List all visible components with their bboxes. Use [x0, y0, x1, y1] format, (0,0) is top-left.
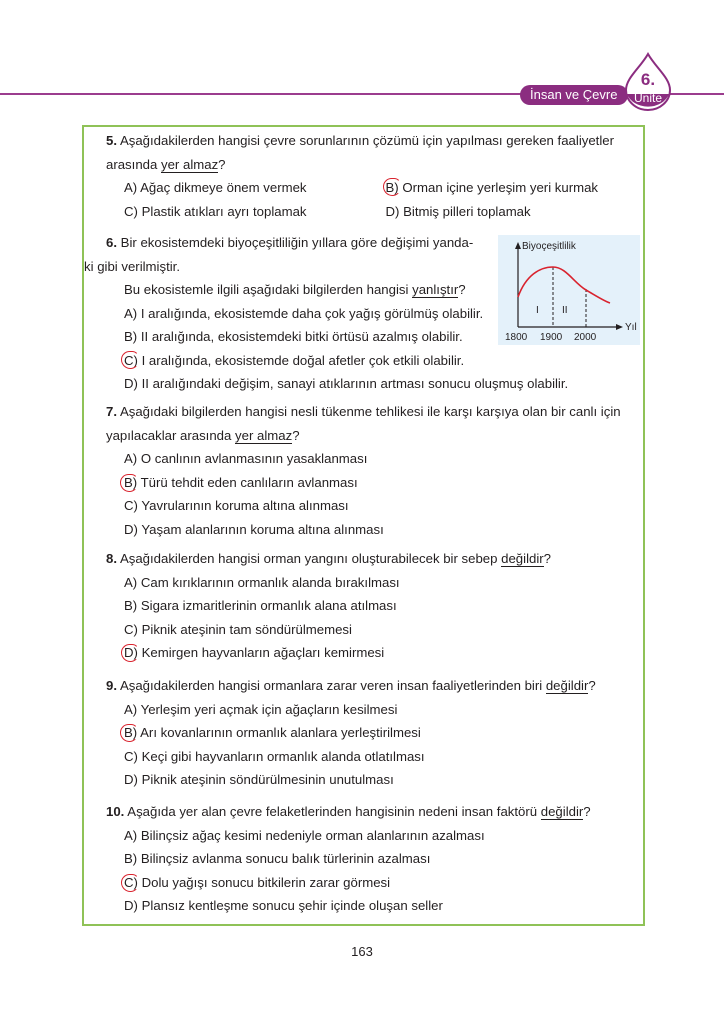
y-axis-label: Biyoçeşitlilik: [522, 241, 576, 252]
option-letter: C): [124, 874, 138, 890]
option-letter: D): [124, 521, 138, 537]
option-letter: B): [124, 725, 138, 740]
option-b[interactable]: [84, 721, 647, 745]
x-axis-label: Yıl: [625, 322, 637, 333]
option-text: Bitmiş pilleri toplamak: [403, 203, 531, 219]
option-letter: D): [124, 376, 138, 391]
option-text: Arı kovanlarının ormanlık alanlara yerleştirilmesi: [140, 725, 421, 740]
option-letter: B): [124, 851, 138, 866]
question-mark: ?: [458, 282, 466, 297]
unit-label: Ünite: [633, 91, 662, 105]
region-label-2: II: [562, 305, 568, 316]
option-d[interactable]: [386, 200, 648, 224]
option-text: Piknik ateşinin tam söndürülmemesi: [141, 621, 352, 637]
option-d[interactable]: [84, 768, 647, 792]
option-text: Bilinçsiz ağaç kesimi nedeniyle orman alanlarının azalması: [140, 827, 485, 843]
x-tick-1900: 1900: [540, 332, 563, 343]
question-10: [84, 800, 647, 918]
biodiversity-curve: [518, 267, 610, 303]
question-text: Bir ekosistemdeki biyoçeşitliliğin yıllara göre değişimi yanda-: [120, 235, 474, 250]
question-8: [84, 547, 647, 665]
question-text-cont: ki gibi verilmiştir.: [84, 258, 180, 274]
question-mark: ?: [588, 678, 596, 693]
option-c[interactable]: [84, 618, 647, 642]
option-letter: A): [124, 305, 138, 321]
question-number: 10.: [106, 804, 125, 819]
answer-circle-mark: [383, 178, 401, 196]
option-letter: C): [124, 352, 138, 368]
question-emphasis: yer almaz: [235, 427, 293, 443]
x-axis-arrow-icon: [616, 324, 623, 330]
option-text: Bilinçsiz avlanma sonucu balık türlerinin azalması: [140, 851, 431, 866]
option-a[interactable]: [124, 176, 386, 200]
x-tick-2000: 2000: [574, 332, 597, 343]
option-b[interactable]: [386, 176, 648, 200]
option-letter: D): [385, 203, 400, 219]
unit-badge: [622, 52, 674, 112]
answer-check-mark: [120, 474, 138, 492]
option-letter: B): [385, 180, 399, 195]
option-letter: C): [124, 203, 138, 219]
option-b[interactable]: [84, 847, 647, 871]
option-text: Cam kırıklarının ormanlık alanda bırakılması: [140, 574, 400, 590]
option-d[interactable]: [84, 518, 647, 542]
question-text: Aşağıdakilerden hangisi çevre sorunlarının çözümü için yapılması gereken faaliyetler arasında: [106, 133, 614, 172]
question-number: 6.: [106, 235, 117, 250]
answer-circle-mark: [121, 874, 139, 892]
option-letter: A): [124, 574, 138, 590]
question-prompt: Bu ekosistemle ilgili aşağıdaki bilgilerden hangisi: [124, 282, 413, 297]
option-a[interactable]: [84, 571, 647, 595]
question-7: [84, 400, 647, 541]
question-mark: ?: [292, 427, 300, 443]
option-text: Türü tehdit eden canlıların avlanması: [140, 474, 358, 490]
option-text: Ağaç dikmeye önem vermek: [140, 180, 307, 195]
option-text: Kemirgen hayvanların ağaçları kemirmesi: [141, 645, 385, 660]
option-text: Orman içine yerleşim yeri kurmak: [402, 180, 599, 195]
question-emphasis: değildir: [501, 551, 544, 566]
question-number: 8.: [106, 551, 117, 566]
answer-circle-mark: [120, 724, 138, 742]
option-text: Yerleşim yeri açmak için ağaçların kesilmesi: [140, 701, 398, 717]
line-chart: [498, 235, 640, 345]
region-label-1: I: [536, 305, 539, 316]
question-emphasis: değildir: [545, 678, 589, 693]
option-d[interactable]: [84, 894, 647, 918]
option-b[interactable]: [84, 471, 647, 495]
option-text: II aralığındaki değişim, sanayi atıklarının artması sonucu oluşmuş olabilir.: [141, 376, 569, 391]
option-letter: A): [124, 451, 138, 466]
option-letter: D): [124, 898, 138, 913]
option-a[interactable]: [84, 447, 647, 471]
option-text: Dolu yağışı sonucu bitkilerin zarar görmesi: [141, 874, 391, 890]
option-letter: D): [124, 645, 138, 660]
option-text: O canlının avlanmasının yasaklanması: [140, 451, 368, 466]
question-number: 9.: [106, 678, 117, 693]
option-b[interactable]: [84, 325, 504, 349]
unit-number: 6.: [640, 70, 656, 89]
option-c[interactable]: [84, 745, 647, 769]
option-letter: A): [124, 827, 138, 843]
question-emphasis: yer almaz: [161, 156, 219, 172]
option-d[interactable]: [84, 372, 569, 396]
answer-circle-mark: [121, 644, 139, 662]
question-5: [84, 129, 647, 223]
option-d[interactable]: [84, 641, 647, 665]
option-c[interactable]: [84, 349, 504, 373]
option-letter: A): [124, 701, 138, 717]
question-mark: ?: [583, 804, 591, 819]
question-text: Aşağıdakilerden hangisi orman yangını oluşturabilecek bir sebep: [119, 551, 502, 566]
option-a[interactable]: [84, 698, 647, 722]
question-text: Aşağıdakilerden hangisi ormanlara zarar veren insan faaliyetlerinden biri: [119, 678, 546, 693]
question-text: Aşağıda yer alan çevre felaketlerinden hangisinin nedeni insan faktörü: [127, 804, 541, 819]
question-number: 7.: [106, 404, 117, 419]
x-tick-1800: 1800: [505, 332, 528, 343]
option-text: Sigara izmaritlerinin ormanlık alana atılması: [140, 598, 397, 613]
question-emphasis: yanlıştır: [412, 282, 459, 297]
option-text: Keçi gibi hayvanların ormanlık alanda otlatılması: [141, 748, 425, 764]
option-text: Plansız kentleşme sonucu şehir içinde oluşan seller: [141, 898, 443, 913]
option-text: Plastik atıkları ayrı toplamak: [141, 203, 307, 219]
question-mark: ?: [218, 156, 226, 172]
question-mark: ?: [543, 551, 552, 566]
y-axis-arrow-icon: [515, 242, 521, 249]
option-letter: C): [124, 498, 138, 513]
option-letter: A): [124, 180, 138, 195]
option-b[interactable]: [84, 594, 647, 618]
option-c[interactable]: [84, 871, 647, 895]
option-letter: B): [124, 598, 138, 613]
option-text: II aralığında, ekosistemdeki bitki örtüsü azalmış olabilir.: [140, 329, 463, 344]
unit-title-pill: İnsan ve Çevre: [520, 85, 628, 105]
question-emphasis: değildir: [540, 804, 584, 819]
option-c[interactable]: [124, 200, 386, 224]
option-text: I aralığında, ekosistemde doğal afetler çok etkili olabilir.: [141, 352, 465, 368]
option-text: Piknik ateşinin söndürülmesinin unutulması: [141, 772, 394, 787]
option-letter: B): [124, 474, 138, 490]
option-text: Yaşam alanlarının koruma altına alınması: [141, 521, 384, 537]
biodiversity-chart: [498, 235, 640, 345]
answer-circle-mark: [121, 351, 139, 369]
option-text: I aralığında, ekosistemde daha çok yağış görülmüş olabilir.: [140, 305, 484, 321]
option-letter: B): [124, 329, 138, 344]
option-letter: C): [124, 621, 138, 637]
option-c[interactable]: [84, 494, 647, 518]
option-letter: C): [124, 748, 138, 764]
question-number: 5.: [106, 133, 117, 148]
option-text: Yavrularının koruma altına alınması: [141, 498, 349, 513]
option-a[interactable]: [84, 824, 647, 848]
page-number: 163: [351, 944, 373, 959]
question-9: [84, 674, 647, 792]
option-letter: D): [124, 772, 138, 787]
option-a[interactable]: [84, 302, 504, 326]
question-text: Aşağıdaki bilgilerden hangisi nesli tükenme tehlikesi ile karşı karşıya olan bir canlı için yapılacaklar arasında: [106, 404, 621, 443]
